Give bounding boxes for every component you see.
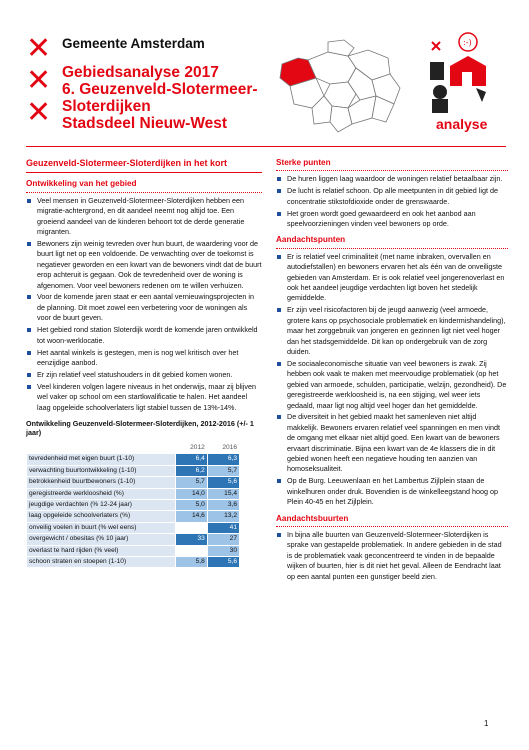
row-value: 13,2 (207, 511, 239, 522)
list-item: Veel kinderen volgen lagere niveaus in het onderwijs, maar zij blijven wel vaker op school om een startkwalificatie te halen. Het aandeel laag opgeleide schoolverlaters ligt stabiel tussen de 13%-14%. (26, 382, 262, 413)
row-label: overlast te hard rijden (% veel) (27, 545, 176, 556)
row-value: 3,6 (207, 499, 239, 510)
table-row (27, 522, 240, 533)
section-heading: Ontwikkeling van het gebied (26, 179, 262, 192)
list-item: De sociaaleconomische situatie van veel bewoners is zwak. Zij hebben ook vaak te maken met meervoudige problematiek (op het gebied van armoede, schulden, participatie, welzijn, gezondheid). De geregistreerde werkloosheid is, na een stijging, wel weer iets gedaald, maar ligt nog altijd veel hoger dan het gemiddelde. (276, 359, 508, 411)
section-heading: Aandachtsbuurten (276, 514, 508, 527)
table-row (27, 465, 240, 476)
title-line: 6. Geuzenveld-Slotermeer- (62, 81, 258, 98)
row-value: 6,2 (175, 465, 207, 476)
title-line: Sloterdijken (62, 98, 151, 115)
row-label: jeugdige verdachten (% 12-24 jaar) (27, 499, 176, 510)
row-label: geregistreerde werkloosheid (%) (27, 488, 176, 499)
svg-text::-): :-) (463, 38, 472, 47)
table-header-row (27, 442, 240, 453)
list-item: Voor de komende jaren staat er een aantal vernieuwingsprojecten in de planning. Dit moet zowel een verbetering voor de woningen als voor de buurt geven. (26, 292, 262, 323)
table-row (27, 499, 240, 510)
row-value: 5,8 (175, 557, 207, 568)
left-column (26, 158, 262, 568)
section-list (276, 174, 508, 229)
list-item: De lucht is relatief schoon. Op alle meetpunten in dit gebied ligt de concentratie stikstofdioxide onder de grenswaarde. (276, 186, 508, 207)
list-item: Er is relatief veel criminaliteit (met name inbraken, overvallen en autodiefstallen) en bewoners ervaren het als één van de onveiligste gebieden van Amsterdam. Er is ook relatief veel jongerenoverlast en ook het aandeel jeugdige verdachten ligt boven het stedelijk gemiddelde. (276, 252, 508, 304)
city-logo (26, 31, 52, 130)
list-item: Er zijn relatief veel statushouders in dit gebied komen wonen. (26, 370, 262, 380)
row-label: schoon straten en stoepen (1-10) (27, 557, 176, 568)
table-row (27, 545, 240, 556)
list-item: Veel mensen in Geuzenveld-Slotermeer-Sloterdijken hebben een migratie-achtergrond, en dit aandeel neemt nog altijd toe. Een groeiend aandeel van de kinderen behoort tot de derde generatie migranten. (26, 196, 262, 238)
header-divider (26, 146, 506, 147)
row-label: laag opgeleide schoolverlaters (%) (27, 511, 176, 522)
row-value: 6,4 (175, 454, 207, 465)
row-value: 27 (207, 534, 239, 545)
list-item: Het gebied rond station Sloterdijk wordt de komende jaren ontwikkeld tot woon-werklocatie. (26, 325, 262, 346)
row-value: 30 (207, 545, 239, 556)
row-label: onveilig voelen in buurt (% wel eens) (27, 522, 176, 533)
page-title (62, 64, 258, 132)
header-spacer (27, 442, 176, 453)
table-title: Ontwikkeling Geuzenveld-Slotermeer-Sloterdijken, 2012-2016 (+/- 1 jaar) (26, 418, 254, 438)
table-row (27, 454, 240, 465)
list-item: De huren liggen laag waardoor de woningen relatief betaalbaar zijn. (276, 174, 508, 184)
list-item: Er zijn veel risicofactoren bij de jeugd aanwezig (veel armoede, grotere kans op psychosociale problematiek en kindermishandeling), maar het zorggebruik van jongeren en gezinnen ligt niet veel hoger dan het stadsgemiddelde. Dit kan op ondergebruik van de zorg duiden. (276, 305, 508, 357)
year-header: 2012 (175, 442, 207, 453)
row-value: 5,6 (207, 477, 239, 488)
right-column (276, 158, 508, 588)
page-number: 1 (484, 719, 489, 728)
list-item: Bewoners zijn weinig tevreden over hun buurt, de waardering voor de buurt ligt net op een voldoende. De verwachting over de toekomst is negatiever geworden en een kwart van de bewoners vindt dat de buurt erop achteruit is gegaan. Ook de tevredenheid over de woning is afgenomen. Voor veel bewoners redenen om te willen verhuizen. (26, 239, 262, 291)
list-item: De diversiteit in het gebied maakt het samenleven niet altijd makkelijk. Bewoners ervaren relatief veel spanningen en men vindt de omgang met elkaar niet altijd goed. Een kwart van de bewoners ervaart discriminatie. Bijna een kwart van de 4e klassers die in dit gebied wonen heeft een negatieve houding ten aanzien van homoseksualiteit. (276, 412, 508, 474)
indicator-table (26, 442, 240, 568)
analyse-label: analyse (436, 116, 488, 132)
row-label: tevredenheid met eigen buurt (1-10) (27, 454, 176, 465)
row-value: 5,7 (207, 465, 239, 476)
year-header: 2016 (207, 442, 239, 453)
row-label: betrokkenheid buurtbewoners (1-10) (27, 477, 176, 488)
row-value: 5,6 (207, 557, 239, 568)
row-value: 41 (207, 522, 239, 533)
table-row (27, 534, 240, 545)
row-value (175, 545, 207, 556)
table-row (27, 557, 240, 568)
table-row (27, 488, 240, 499)
list-item: In bijna alle buurten van Geuzenveld-Slotermeer-Sloterdijken is sprake van gestapelde problematiek. In andere gebieden in de stad is de problematiek vaak geconcentreerd te vinden in de bepaalde wijken of buurten, hier is dit niet het geval. Alleen de Eendracht laat op een aantal punten een gunstiger beeld zien. (276, 530, 508, 582)
row-value: 5,0 (175, 499, 207, 510)
summary-heading: Geuzenveld-Slotermeer-Sloterdijken in het kort (26, 158, 262, 173)
development-list (26, 196, 262, 413)
section-heading: Sterke punten (276, 158, 508, 171)
cross-icon: ✕ (26, 63, 52, 98)
section-list (276, 530, 508, 582)
list-item: Op de Burg. Leeuwenlaan en het Lambertus Zijlplein staan de winkelhuren onder druk. Bovendien is de winkelleegstand hoog op Plein 40-45 en het Zijlplein. (276, 476, 508, 507)
org-name: Gemeente Amsterdam (62, 36, 205, 51)
row-value: 14,6 (175, 511, 207, 522)
row-value: 15,4 (207, 488, 239, 499)
row-value: 33 (175, 534, 207, 545)
title-line: Stadsdeel Nieuw-West (62, 115, 228, 132)
section-heading: Aandachtspunten (276, 235, 508, 248)
row-label: overgewicht / obesitas (% 10 jaar) (27, 534, 176, 545)
analysis-illustration (410, 28, 500, 118)
title-line: Gebiedsanalyse 2017 (62, 64, 219, 81)
district-map (268, 38, 408, 138)
row-value: 6,3 (207, 454, 239, 465)
row-value: 5,7 (175, 477, 207, 488)
table-row (27, 477, 240, 488)
table-row (27, 511, 240, 522)
list-item: Het aantal winkels is gestegen, men is nog wel kritisch over het eenzijdige aanbod. (26, 348, 262, 369)
row-value (175, 522, 207, 533)
section-list (276, 252, 508, 508)
list-item: Het groen wordt goed gewaardeerd en ook het aanbod aan speelvoorzieningen vinden veel bewoners op orde. (276, 209, 508, 230)
cross-icon: ✕ (26, 31, 52, 66)
row-label: verwachting buurtontwikkeling (1-10) (27, 465, 176, 476)
cross-icon: ✕ (26, 95, 52, 130)
row-value: 14,0 (175, 488, 207, 499)
